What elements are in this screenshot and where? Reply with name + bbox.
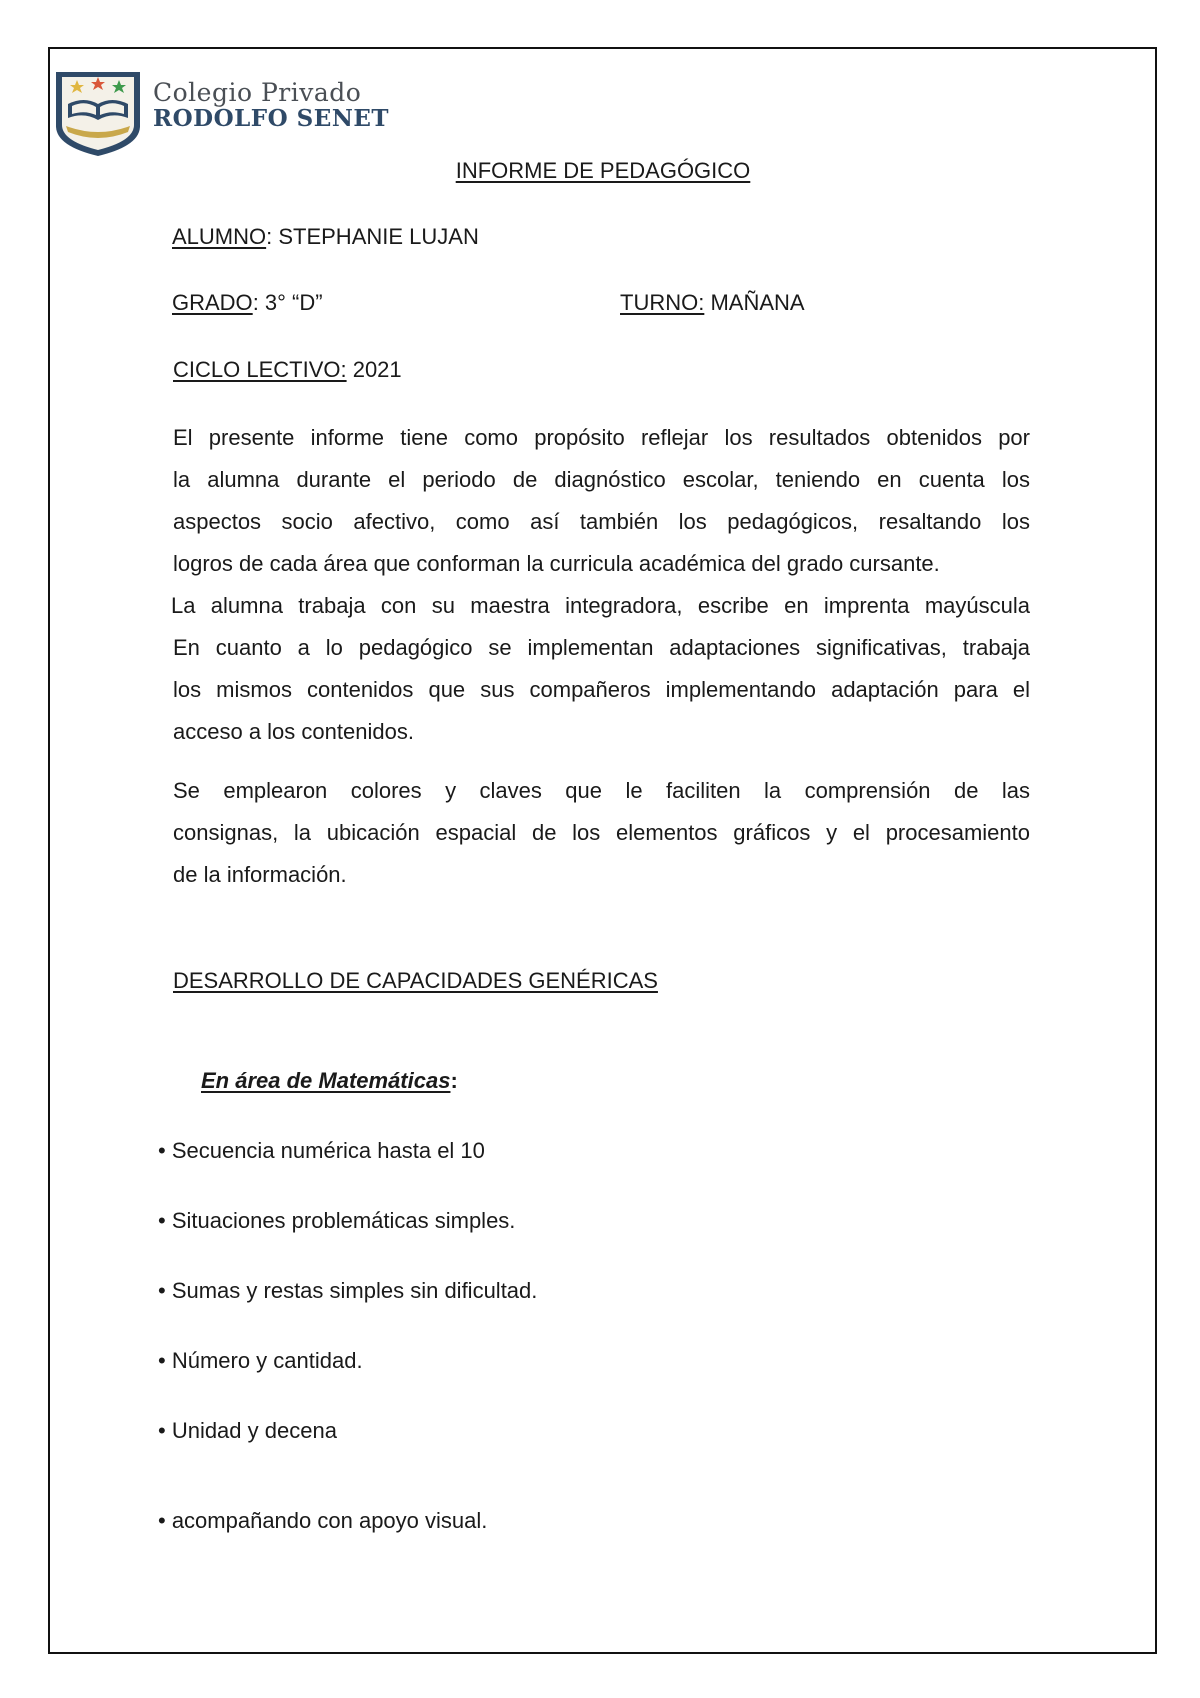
grade-label: GRADO bbox=[172, 290, 253, 315]
school-year-value: 2021 bbox=[346, 357, 402, 382]
paragraph-line: la alumna durante el periodo de diagnóstico escolar, teniendo en cuenta los bbox=[173, 467, 1030, 492]
paragraph-line: consignas, la ubicación espacial de los elementos gráficos y el procesamiento bbox=[173, 820, 1030, 845]
list-item: • Sumas y restas simples sin dificultad. bbox=[158, 1278, 538, 1303]
paragraph-line: aspectos socio afectivo, como así también los pedagógicos, resaltando los bbox=[173, 509, 1030, 534]
paragraph-line: El presente informe tiene como propósito reflejar los resultados obtenidos por bbox=[173, 425, 1030, 450]
school-year-field bbox=[173, 355, 402, 385]
student-field bbox=[172, 222, 479, 252]
paragraph-line: los mismos contenidos que sus compañeros implementando adaptación para el bbox=[173, 677, 1030, 702]
methods-paragraph bbox=[173, 770, 1030, 896]
paragraph-line: de la información. bbox=[173, 862, 347, 887]
math-subsection bbox=[201, 1066, 458, 1096]
list-item: • Número y cantidad. bbox=[158, 1348, 363, 1373]
logo-text bbox=[153, 80, 389, 130]
list-item: • Situaciones problemáticas simples. bbox=[158, 1208, 516, 1233]
list-item: • acompañando con apoyo visual. bbox=[158, 1508, 488, 1533]
report-title: INFORME DE PEDAGÓGICO bbox=[455, 158, 751, 183]
report-title-row bbox=[0, 156, 1200, 186]
paragraph-line: logros de cada área que conforman la curricula académica del grado cursante. bbox=[173, 551, 940, 576]
list-item: • Secuencia numérica hasta el 10 bbox=[158, 1138, 485, 1163]
logo-school-type: Colegio Privado bbox=[153, 78, 362, 107]
math-subsection-colon: : bbox=[450, 1068, 458, 1093]
section-heading-row bbox=[173, 966, 658, 996]
paragraph-line: acceso a los contenidos. bbox=[173, 719, 414, 744]
school-year-label: CICLO LECTIVO: bbox=[173, 357, 347, 382]
paragraph-line: Se emplearon colores y claves que le faciliten la comprensión de las bbox=[173, 778, 1030, 803]
logo-school-name: RODOLFO SENET bbox=[153, 105, 389, 132]
list-item: • Unidad y decena bbox=[158, 1418, 337, 1443]
student-label: ALUMNO bbox=[172, 224, 267, 249]
student-name: : STEPHANIE LUJAN bbox=[266, 224, 479, 249]
shift-value: MAÑANA bbox=[704, 290, 805, 315]
grade-value: : 3° “D” bbox=[252, 290, 323, 315]
section-heading: DESARROLLO DE CAPACIDADES GENÉRICAS bbox=[173, 968, 658, 993]
intro-paragraph bbox=[173, 417, 1030, 753]
math-subsection-label: En área de Matemáticas bbox=[201, 1068, 451, 1093]
shift-field bbox=[620, 288, 805, 318]
paragraph-line: En cuanto a lo pedagógico se implementan adaptaciones significativas, trabaja bbox=[173, 635, 1030, 660]
grade-field bbox=[172, 288, 323, 318]
shift-label: TURNO: bbox=[620, 290, 705, 315]
paragraph-line: La alumna trabaja con su maestra integradora, escribe en imprenta mayúscula bbox=[171, 593, 1030, 618]
